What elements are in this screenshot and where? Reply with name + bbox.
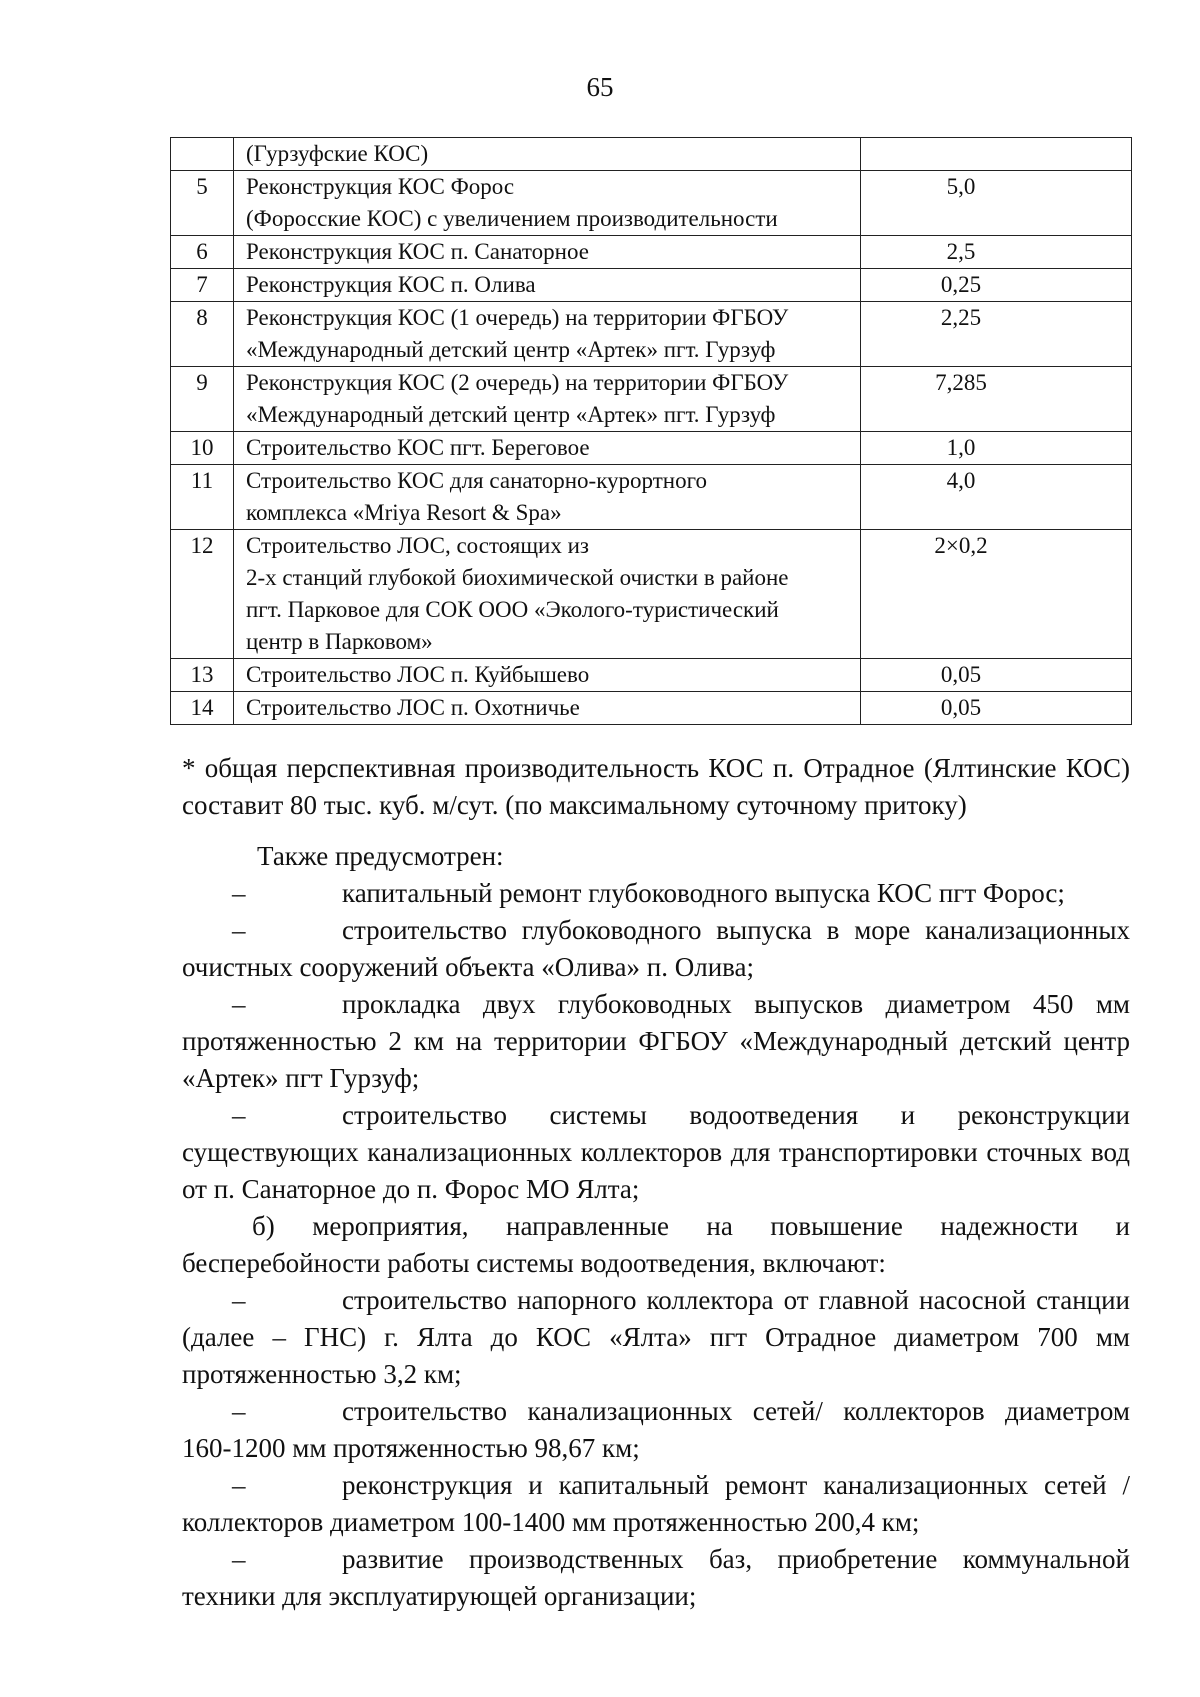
table-row [171,236,1132,269]
row-number [171,138,234,171]
body-text [182,838,1130,1615]
list-item [182,1541,1130,1615]
facility-name [234,367,861,432]
facility-name-line: 2-х станций глубокой биохимической очистки в районе [246,565,789,590]
capacity-value: 1,0 [946,435,976,460]
capacity-cell [861,432,1132,465]
facilities-table [170,137,1132,725]
table-row [171,138,1132,171]
row-number: 5 [171,171,234,236]
facility-name [234,138,861,171]
capacity-value: 2,25 [940,305,982,330]
list-item [182,1282,1130,1393]
capacity-value: 7,285 [935,370,987,395]
table-row [171,530,1132,659]
table-row [171,171,1132,236]
facility-name-line: «Международный детский центр «Артек» пгт. Гурзуф [246,402,776,427]
dash-marker: – [232,1100,246,1130]
row-number: 10 [171,432,234,465]
facility-name [234,171,861,236]
table-row [171,302,1132,367]
facility-name-line: (Форосские КОС) с увеличением производительности [246,206,778,231]
dash-marker: – [232,915,246,945]
facility-name-line: Строительство КОС для санаторно-курортного [246,468,707,493]
list-item [182,1393,1130,1467]
list-item [182,986,1130,1097]
dash-marker: – [232,878,246,908]
capacity-value: 4,0 [946,468,976,493]
row-number: 11 [171,465,234,530]
capacity-value: 5,0 [946,174,976,199]
facilities-table-body [171,138,1132,725]
table-row [171,432,1132,465]
intro-line: Также предусмотрен: [257,841,504,871]
list-item-text: строительство глубоководного выпуска в море канализационных очистных сооружений объекта «Олива» п. Олива; [182,915,1130,982]
facility-name-line: «Международный детский центр «Артек» пгт. Гурзуф [246,337,776,362]
capacity-cell [861,465,1132,530]
facility-name-line: Строительство ЛОС п. Куйбышево [246,662,590,687]
row-number: 7 [171,269,234,302]
paragraph-b: б) мероприятия, направленные на повышение надежности и бесперебойности работы системы водоотведения, включают: [182,1211,1130,1278]
facility-name-line: пгт. Парковое для СОК ООО «Эколого-туристический [246,597,779,622]
dash-marker: – [232,989,246,1019]
capacity-cell [861,659,1132,692]
capacity-cell [861,236,1132,269]
page-number: 65 [586,72,614,102]
capacity-value: 0,05 [940,695,982,720]
list-item-text: строительство системы водоотведения и реконструкции существующих канализационных коллекторов для транспортировки сточных вод от п. Санаторное до п. Форос МО Ялта; [182,1100,1130,1204]
list-item [182,1467,1130,1541]
dash-marker: – [232,1470,246,1500]
capacity-cell [861,302,1132,367]
measures-list-b [182,1282,1130,1615]
table-row [171,692,1132,725]
facility-name [234,236,861,269]
list-item-text: развитие производственных баз, приобретение коммунальной техники для эксплуатирующей организации; [182,1544,1130,1611]
facility-name-line: Реконструкция КОС Форос [246,174,515,199]
row-number: 13 [171,659,234,692]
list-item-text: прокладка двух глубоководных выпусков диаметром 450 мм протяженностью 2 км на территории ФГБОУ «Международный детский центр «Артек» пгт Гурзуф; [182,989,1130,1093]
row-number: 8 [171,302,234,367]
capacity-cell [861,367,1132,432]
list-item-text: строительство канализационных сетей/ коллекторов диаметром 160-1200 мм протяженностью 98,67 км; [182,1396,1130,1463]
capacity-value: 0,25 [940,272,982,297]
capacity-cell [861,530,1132,659]
facility-name [234,302,861,367]
measures-list-a [182,875,1130,1208]
facility-name-line: центр в Парковом» [246,629,433,654]
capacity-value: 0,05 [940,662,982,687]
facility-name [234,530,861,659]
row-number: 12 [171,530,234,659]
capacity-cell [861,692,1132,725]
dash-marker: – [232,1285,246,1315]
facility-name-line: Строительство ЛОС п. Охотничье [246,695,580,720]
facility-name-line: Строительство КОС пгт. Береговое [246,435,590,460]
facility-name-line: комплекса «Mriya Resort & Spa» [246,500,562,525]
table-row [171,367,1132,432]
capacity-cell [861,171,1132,236]
list-item [182,1097,1130,1208]
facility-name [234,432,861,465]
list-item-text: строительство напорного коллектора от главной насосной станции (далее – ГНС) г. Ялта до КОС «Ялта» пгт Отрадное диаметром 700 мм протяженностью 3,2 км; [182,1285,1130,1389]
list-item-text: реконструкция и капитальный ремонт канализационных сетей / коллекторов диаметром 100-1400 мм протяженностью 200,4 км; [182,1470,1130,1537]
list-item [182,875,1130,912]
dash-marker: – [232,1396,246,1426]
capacity-value: 2,5 [946,239,976,264]
capacity-cell [861,138,1132,171]
list-item [182,912,1130,986]
capacity-cell [861,269,1132,302]
facility-name-line: Реконструкция КОС п. Санаторное [246,239,589,264]
facility-name-line: (Гурзуфские КОС) [246,141,429,166]
table-row [171,269,1132,302]
facility-name-line: Строительство ЛОС, состоящих из [246,533,589,558]
row-number: 6 [171,236,234,269]
row-number: 9 [171,367,234,432]
facility-name [234,269,861,302]
facility-name [234,659,861,692]
dash-marker: – [232,1544,246,1574]
facility-name [234,692,861,725]
facility-name [234,465,861,530]
capacity-value: 2×0,2 [934,533,988,558]
list-item-text: капитальный ремонт глубоководного выпуска КОС пгт Форос; [342,878,1065,908]
facility-name-line: Реконструкция КОС (2 очередь) на территории ФГБОУ [246,370,789,395]
facility-name-line: Реконструкция КОС п. Олива [246,272,536,297]
table-row [171,659,1132,692]
row-number: 14 [171,692,234,725]
facility-name-line: Реконструкция КОС (1 очередь) на территории ФГБОУ [246,305,789,330]
footnote: * общая перспективная производительность КОС п. Отрадное (Ялтинские КОС) составит 80 тыс. куб. м/сут. (по максимальному суточному притоку) [182,753,1130,820]
table-row [171,465,1132,530]
